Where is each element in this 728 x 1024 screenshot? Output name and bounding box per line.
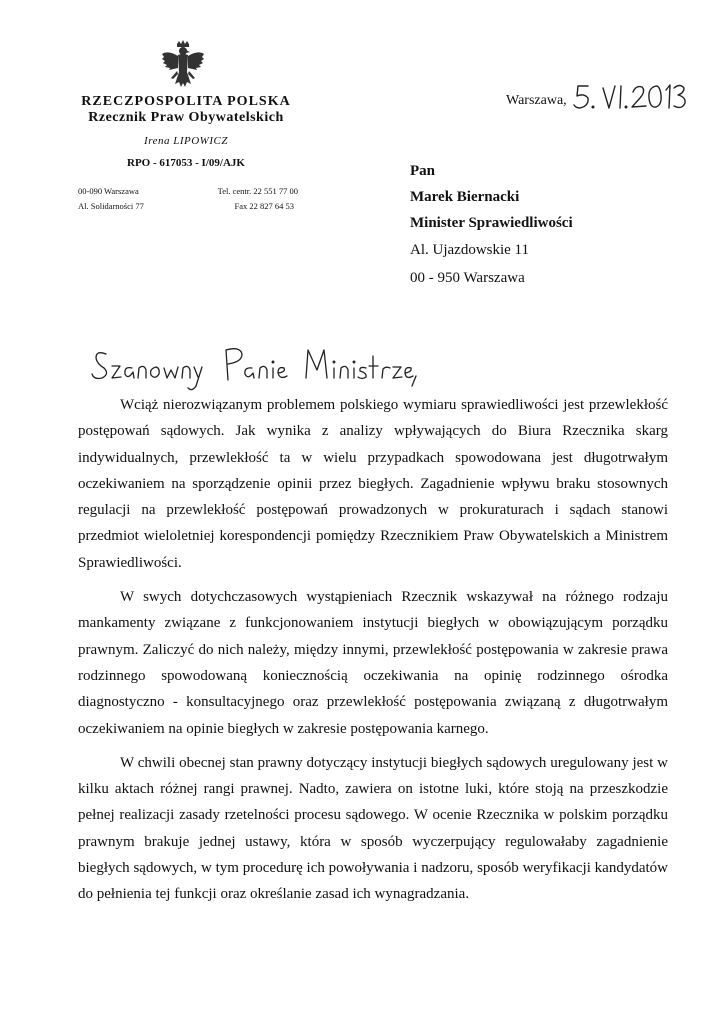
recipient-name: Marek Biernacki <box>410 189 520 205</box>
address-line2: Al. Solidarności 77 <box>78 201 144 211</box>
letter-body <box>78 392 668 916</box>
letterhead-country: RZECZPOSPOLITA POLSKA <box>81 94 291 109</box>
phone-number: Tel. centr. 22 551 77 00 <box>217 186 298 196</box>
body-paragraph: W swych dotychczasowych wystąpieniach Rzecznik wskazywał na różnego rodzaju mankamenty związane z funkcjonowaniem instytucji biegłych w obowiązującym porządku prawnym. Zaliczyć do nich należy, między innymi, przewlekłość postępowania w zakresie prawa rodzinnego spowodowaną koniecznością oczekiwania na opinię rodzinnego ośrodka diagnostyczno - konsultacyjnego oraz przewlekłość postępowania związaną z długotrwałym oczekiwaniem na opinie biegłych w zakresie postępowania karnego. <box>78 589 668 737</box>
handwritten-salutation <box>88 340 418 396</box>
address-line1: 00-090 Warszawa <box>78 186 139 196</box>
eagle-emblem-icon <box>160 40 206 92</box>
body-paragraph: W chwili obecnej stan prawny dotyczący instytucji biegłych sądowych uregulowany jest w kilku aktach różnej rangi prawnej. Nadto, zawiera on istotne luki, które stoją na przeszkodzie pełnej realizacji zasady rzetelności procesu sądowego. W ocenie Rzecznika w polskim porządku prawnym brakuje jednej ustawy, która w sposób wyczerpujący regulowałaby zagadnienie biegłych sądowych, w tym procedurę ich powoływania i nadzoru, sposób weryfikacji kandydatów do pełnienia tej funkcji oraz określanie zasad ich wynagradzania. <box>78 754 668 903</box>
body-paragraph: Wciąż nierozwiązanym problemem polskiego wymiaru sprawiedliwości jest przewlekłość postępowań sądowych. Jak wynika z analizy wpływających do Biura Rzecznika skarg indywidualnych, przewlekłość ta w wielu przypadkach spowodowana jest długotrwałym oczekiwaniem na sporządzenie opinii przez biegłych. Zagadnienie wpływu braku stosownych regulacji na przewlekłość postępowań prowadzonych w prokuraturach i sądach stanowi przedmiot wieloletniej korespondencji pomiędzy Rzecznikiem Praw Obywatelskich a Ministrem Sprawiedliwości. <box>78 397 668 571</box>
recipient-salutation: Pan <box>410 163 436 179</box>
place-label: Warszawa, <box>506 93 567 108</box>
letterhead-person: Irena LIPOWICZ <box>144 135 228 147</box>
recipient-street: Al. Ujazdowskie 11 <box>410 242 530 258</box>
letterhead-office: Rzecznik Praw Obywatelskich <box>88 110 284 125</box>
handwritten-date <box>570 80 690 114</box>
reference-number: RPO - 617053 - I/09/AJK <box>127 157 245 169</box>
fax-number: Fax 22 827 64 53 <box>234 201 294 211</box>
recipient-city: 00 - 950 Warszawa <box>410 270 525 286</box>
recipient-title: Minister Sprawiedliwości <box>410 215 573 231</box>
